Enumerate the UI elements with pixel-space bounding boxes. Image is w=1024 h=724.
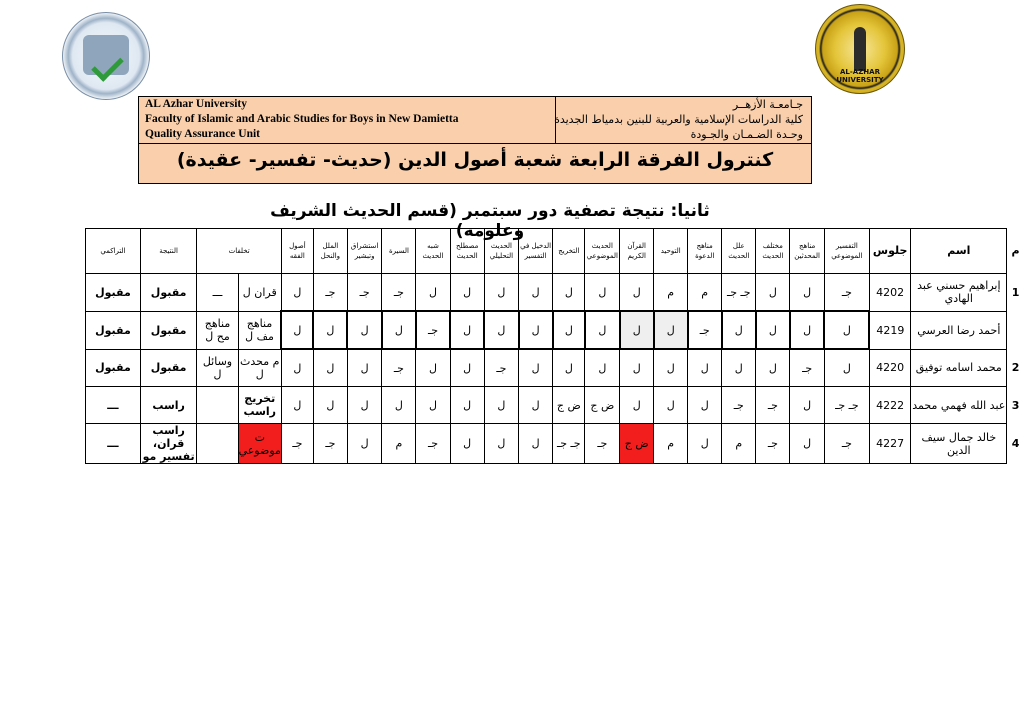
grade-cell: ل [654,311,688,349]
grade-cell: ل [382,311,416,349]
header-name: اسم [911,229,1007,274]
grade-cell: جـ [790,349,824,387]
row-index: 4 [1011,437,1020,450]
university-seal-left [62,12,150,100]
grade-cell: ل [553,311,585,349]
row-index: 2 [1011,361,1020,375]
grade-cell: ل [313,387,347,424]
result-cell: راسب قران، تفسير مو [140,424,197,464]
grade-cell: ل [347,349,382,387]
grade-cell: ل [416,387,450,424]
header-subject-7: الحديث الموضوعي [585,229,620,274]
grade-cell: ض ج [553,387,585,424]
table-row [86,274,1024,312]
result-cell: مقبول [140,311,197,349]
grade-cell: جـ [688,311,722,349]
grade-cell: ل [585,311,620,349]
grade-cell: جـ [382,349,416,387]
logo-caption: AL-AZHAR UNIVERSITY [836,68,884,84]
row-index [1007,311,1024,349]
grade-cell: جـ [585,424,620,464]
header-row [86,229,1024,274]
grade-cell: ل [688,349,722,387]
header-subject-3: علل الحديث [722,229,756,274]
grade-cell: ل [450,424,484,464]
grade-cell: ل [416,349,450,387]
grade-cell: ل [824,349,869,387]
result-cell: مقبول [140,274,197,312]
grade-cell: ل [722,311,756,349]
grade-cell: م [382,424,416,464]
grade-cell: ل [654,349,688,387]
grade-cell: ل [519,349,553,387]
grade-cell: ل [450,311,484,349]
arrears-cell [197,424,238,464]
grade-cell: ل [313,311,347,349]
grade-cell: ل [519,424,553,464]
header-subject-4: مناهج الدعوة [688,229,722,274]
grade-cell: ل [585,349,620,387]
grade-cell: م [688,274,722,312]
grade-cell: ل [553,349,585,387]
arrears-cell: ـــ [197,274,238,312]
header-subject-13: السيرة [382,229,416,274]
header-subject-11: مصطلح الحديث [450,229,484,274]
grade-cell: جـ [313,274,347,312]
student-name: أحمد رضا العرسي [911,311,1007,349]
grade-cell: ل [756,311,790,349]
grade-cell: ل [450,349,484,387]
arabic-header [554,97,803,142]
grade-cell: ل [824,311,869,349]
grade-cell: ل [519,311,553,349]
grade-cell: جـ [416,424,450,464]
grade-cell: جـ [382,274,416,312]
header-subject-9: الدخيل في التفسير [519,229,553,274]
arrears-cell: تخريج راسب [238,387,281,424]
grade-cell: م [654,424,688,464]
header-subject-14: استشراق وتبشير [347,229,382,274]
grade-cell: ل [790,311,824,349]
document-header [138,96,812,184]
student-name: إبراهيم حسني عبد الهادي [911,274,1007,312]
arrears-cell: قران ل [238,274,281,312]
row-index: 1 [1011,285,1020,299]
header-subject-15: الملل والنحل [313,229,347,274]
grade-cell: ل [347,387,382,424]
student-name: محمد اسامه توفيق [911,349,1007,387]
grade-cell: ض ج [585,387,620,424]
header-subject-6: القرآن الكريم [620,229,654,274]
arabic-line-university: جـامعـة الأزهــر [732,98,803,111]
cumulative-cell: مقبول [86,274,141,312]
arrears-cell: مناهج مف ل [238,311,281,349]
grade-cell: ل [519,274,553,312]
grade-cell: جـ [484,349,518,387]
grade-cell: جـ [313,424,347,464]
table-row [86,349,1024,387]
results-table [85,228,1024,464]
grade-cell: ل [620,387,654,424]
grade-cell: م [722,424,756,464]
seat-number: 4220 [869,349,911,387]
grade-cell: ل [484,274,518,312]
seat-number: 4222 [869,387,911,424]
grade-cell: م [654,274,688,312]
english-header [145,97,458,142]
cumulative-cell: ـــ [86,424,141,464]
table-row [86,311,1024,349]
header-result: النتيجة [140,229,197,274]
grade-cell: ل [382,387,416,424]
grade-cell: ل [620,274,654,312]
grade-cell: ل [281,274,313,312]
minaret-icon [854,27,866,71]
header-cumulative: التراكمي [86,229,141,274]
grade-cell: ل [347,311,382,349]
row-index: 3 [1011,398,1020,412]
grade-cell: ل [790,274,824,312]
grade-cell: ل [553,274,585,312]
cumulative-cell: مقبول [86,311,141,349]
header-subject-0: التفسير الموضوعي [824,229,869,274]
result-cell: راسب [140,387,197,424]
page-title: كنترول الفرقة الرابعة شعبة أصول الدين (حديث- تفسير- عقيدة) [176,149,774,171]
seat-number: 4202 [869,274,911,312]
arrears-cell: وسائل ل [197,349,238,387]
grade-cell: ل [281,387,313,424]
grade-cell: ل [281,349,313,387]
seat-number: 4219 [869,311,911,349]
grade-cell: ل [484,387,518,424]
grade-cell: ل [519,387,553,424]
grade-cell: ل [654,387,688,424]
student-name: عبد الله فهمي محمد [911,387,1007,424]
grade-cell: ل [620,311,654,349]
english-line-faculty: Faculty of Islamic and Arabic Studies for Boys in New Damietta [145,113,459,125]
header-subject-2: مختلف الحديث [756,229,790,274]
header-subject-10: الحديث التحليلي [484,229,518,274]
arrears-cell: ت موضوعي [238,424,281,464]
english-line-unit: Quality Assurance Unit [145,128,261,140]
grade-cell: ل [620,349,654,387]
result-cell: مقبول [140,349,197,387]
header-subject-16: أصول الفقه [281,229,313,274]
grade-cell: ل [484,424,518,464]
grade-cell: جـ [416,311,450,349]
grade-cell: جـ جـ [553,424,585,464]
grade-cell: ل [484,311,518,349]
grade-cell: ل [313,349,347,387]
grade-cell: ل [790,424,824,464]
header-arrears: تخلفات [197,229,282,274]
grade-cell: ل [450,274,484,312]
grade-cell: جـ جـ [722,274,756,312]
al-azhar-logo [815,4,905,94]
grade-cell: جـ [824,424,869,464]
header-idx: م [1011,244,1020,257]
grade-cell: جـ جـ [824,387,869,424]
grade-cell: ل [722,349,756,387]
arrears-cell: مناهج مح ل [197,311,238,349]
header-seat: جلوس [869,229,911,274]
grade-cell: جـ [756,424,790,464]
arrears-cell [197,387,238,424]
table-row [86,424,1024,464]
header-subject-1: مناهج المحدثين [790,229,824,274]
grade-cell: ل [756,274,790,312]
table-row [86,387,1024,424]
cumulative-cell: ـــ [86,387,141,424]
section-subtitle: ثانيا: نتيجة تصفية دور سبتمبر (قسم الحديث الشريف وعلومه) [270,201,710,241]
grade-cell: جـ [756,387,790,424]
header-subject-5: التوحيد [654,229,688,274]
grade-cell: جـ [281,424,313,464]
grade-cell: جـ [347,274,382,312]
arabic-line-faculty: كلية الدراسات الإسلامية والعربية للبنين بدمياط الجديدة [554,113,803,126]
grade-cell: ل [756,349,790,387]
english-line-university: AL Azhar University [145,98,248,110]
arabic-line-unit: وحـدة الضـمـان والجـودة [690,128,803,141]
grade-cell: ل [688,387,722,424]
seat-number: 4227 [869,424,911,464]
grade-cell: ل [790,387,824,424]
grade-cell: ل [450,387,484,424]
header-subject-12: شبه الحديث [416,229,450,274]
grade-cell: ل [281,311,313,349]
header-subject-8: التخريج [553,229,585,274]
arrears-cell: م محدث ل [238,349,281,387]
cumulative-cell: مقبول [86,349,141,387]
grade-cell: جـ [722,387,756,424]
grade-cell: جـ [824,274,869,312]
grade-cell: ل [347,424,382,464]
grade-cell: ض ج [620,424,654,464]
grade-cell: ل [416,274,450,312]
grade-cell: ل [688,424,722,464]
grade-cell: ل [585,274,620,312]
student-name: خالد جمال سيف الدين [911,424,1007,464]
